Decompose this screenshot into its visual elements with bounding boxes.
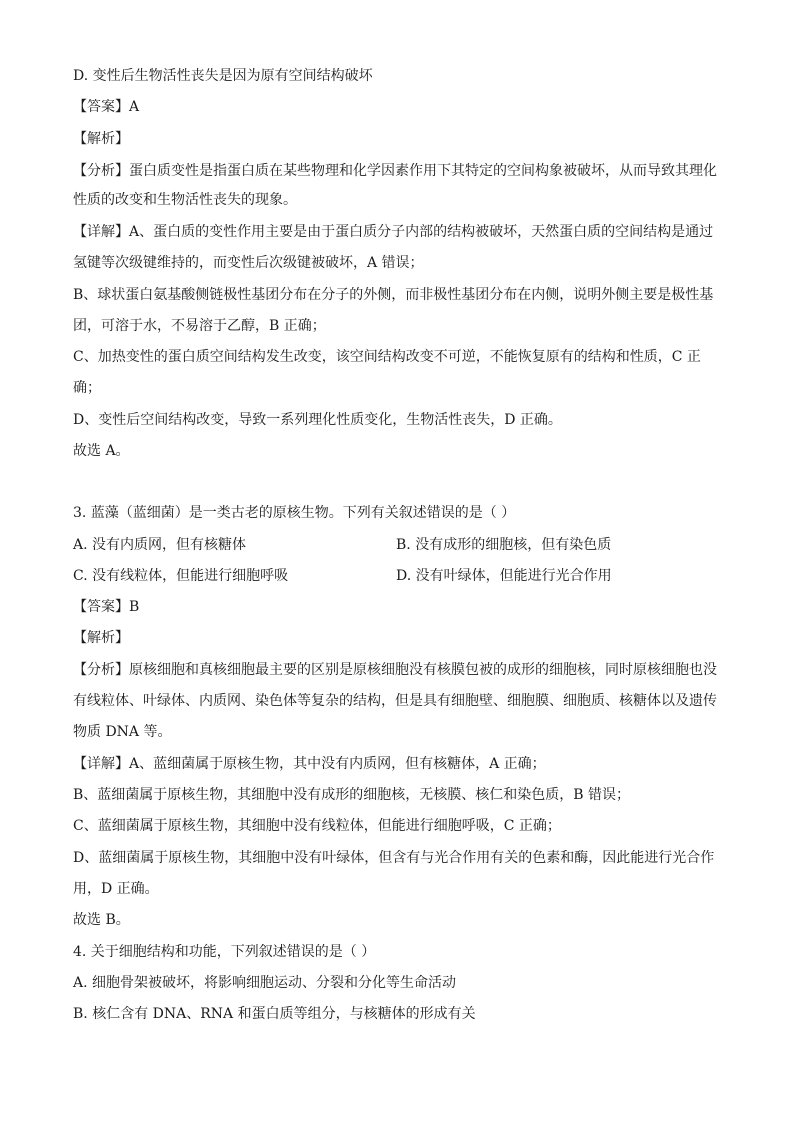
- q4-stem: 4. 关于细胞结构和功能，下列叙述错误的是（ ）: [73, 944, 376, 960]
- q4-option-b: B. 核仁含有 DNA、RNA 和蛋白质等组分，与核糖体的形成有关: [73, 1006, 476, 1022]
- q2-fenxi-line1: 【分析】蛋白质变性是指蛋白质在某些物理和化学因素作用下其特定的空间构象被破坏，从而导致其理化: [73, 163, 717, 179]
- q3-xiangjie-line1: 【详解】A、蓝细菌属于原核生物，其中没有内质网，但有核糖体，A 正确；: [73, 756, 546, 772]
- q2-xiangjie-line1: 【详解】A、蛋白质的变性作用主要是由于蛋白质分子内部的结构被破坏，天然蛋白质的空间结构是通过: [73, 224, 714, 240]
- q2-explain-b-line1: B、球状蛋白氨基酸侧链极性基团分布在分子的外侧，而非极性基团分布在内侧，说明外侧主要是极性基: [73, 287, 714, 303]
- q2-xiangjie-line2: 氢键等次级键维持的，而变性后次级键被破坏，A 错误；: [73, 255, 424, 271]
- q2-answer: 【答案】A: [73, 99, 140, 115]
- q3-option-c: C. 没有线粒体，但能进行细胞呼吸: [73, 568, 289, 584]
- q3-analysis-heading: 【解析】: [73, 630, 129, 646]
- q2-explain-c-line1: C、加热变性的蛋白质空间结构发生改变，该空间结构改变不可逆，不能恢复原有的结构和性质，C 正: [73, 349, 701, 365]
- q2-analysis-heading: 【解析】: [73, 131, 129, 147]
- q3-stem: 3. 蓝藻（蓝细菌）是一类古老的原核生物。下列有关叙述错误的是（ ）: [73, 505, 516, 521]
- q3-fenxi-line3: 物质 DNA 等。: [73, 724, 172, 740]
- q2-explain-d-line1: D、变性后空间结构改变，导致一系列理化性质变化，生物活性丧失，D 正确。: [73, 412, 562, 428]
- q3-fenxi-line1: 【分析】原核细胞和真核细胞最主要的区别是原核细胞没有核膜包被的成形的细胞核，同时原核细胞也没: [73, 662, 717, 678]
- q2-conclusion: 故选 A。: [73, 443, 130, 459]
- q3-explain-b-line1: B、蓝细菌属于原核生物，其细胞中没有成形的细胞核，无核膜、核仁和染色质，B 错误；: [73, 787, 631, 803]
- q2-explain-b-line2: 团，可溶于水，不易溶于乙醇，B 正确；: [73, 318, 326, 334]
- q3-option-b: B. 没有成形的细胞核，但有染色质: [396, 537, 612, 553]
- q3-explain-d-line2: 用，D 正确。: [73, 881, 159, 897]
- q3-explain-d-line1: D、蓝细菌属于原核生物，其细胞中没有叶绿体，但含有与光合作用有关的色素和酶，因此能进行光合作: [73, 850, 715, 866]
- q2-explain-c-line2: 确；: [73, 380, 101, 396]
- q2-option-d: D. 变性后生物活性丧失是因为原有空间结构破坏: [73, 68, 373, 84]
- q3-option-a: A. 没有内质网，但有核糖体: [73, 537, 247, 553]
- q3-explain-c-line1: C、蓝细菌属于原核生物，其细胞中没有线粒体，但能进行细胞呼吸，C 正确；: [73, 818, 561, 834]
- q4-option-a: A. 细胞骨架被破坏，将影响细胞运动、分裂和分化等生命活动: [73, 975, 457, 991]
- q3-conclusion: 故选 B。: [73, 912, 130, 928]
- q3-option-d: D. 没有叶绿体，但能进行光合作用: [396, 568, 612, 584]
- q2-fenxi-line2: 性质的改变和生物活性丧失的现象。: [73, 192, 297, 208]
- q3-fenxi-line2: 有线粒体、叶绿体、内质网、染色体等复杂的结构，但是具有细胞壁、细胞膜、细胞质、核糖体以及遗传: [73, 693, 717, 709]
- q3-answer: 【答案】B: [73, 599, 140, 615]
